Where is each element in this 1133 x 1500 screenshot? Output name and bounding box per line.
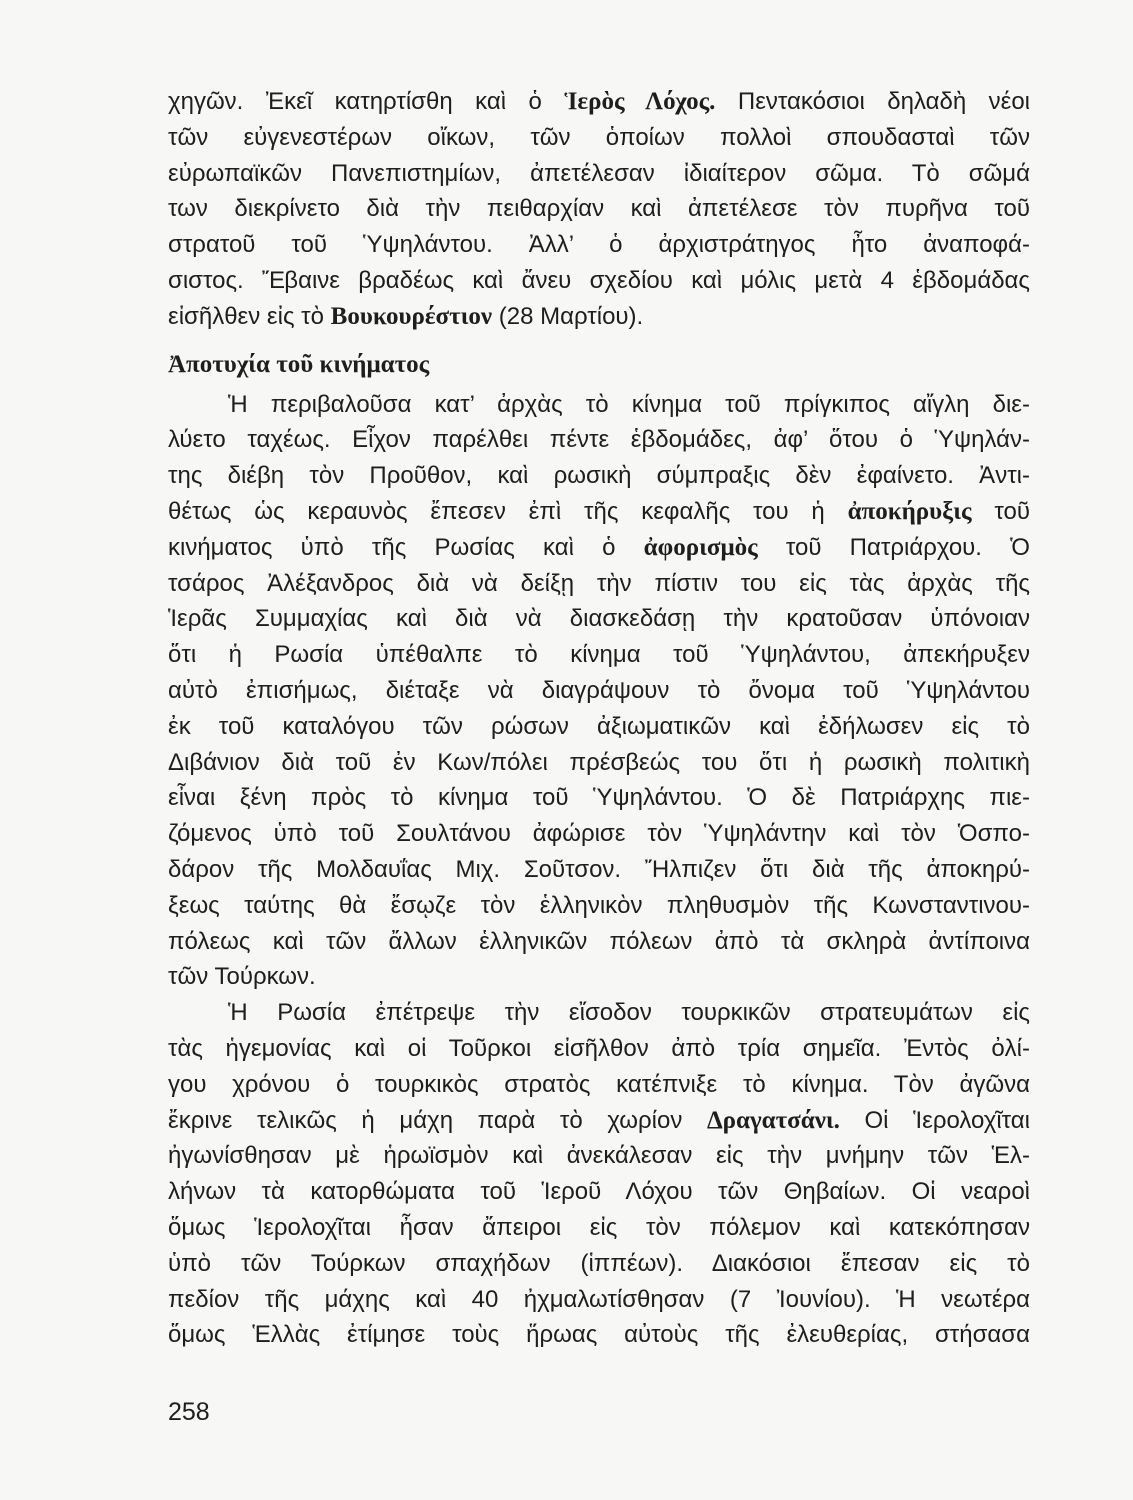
text-line [168, 191, 1030, 227]
text-line [168, 673, 1030, 709]
text-line [168, 494, 1030, 530]
text-line [168, 1138, 1030, 1174]
page-number: 258 [168, 1398, 210, 1426]
text-line [168, 84, 1030, 120]
text-line [168, 995, 1030, 1031]
text-line [168, 1246, 1030, 1282]
text-line [168, 888, 1030, 924]
text-run: θέτως ὡς κεραυνὸς ἔπεσεν ἐπὶ τῆς κεφαλῆς του ἡ [168, 497, 848, 525]
text-run: ὅμως Ἑλλὰς ἐτίμησε τοὺς ἥρωας αὐτοὺς τῆς ἐλευθερίας, στήσασα [168, 1321, 1030, 1349]
text-line [168, 1210, 1030, 1246]
text-line [168, 263, 1030, 299]
text-line [168, 227, 1030, 263]
text-run: σιστος. Ἔβαινε βραδέως καὶ ἄνευ σχεδίου καὶ μόλις μετὰ 4 ἑβδομάδας [168, 266, 1030, 294]
text-line [168, 1317, 1030, 1353]
text-run: Ἡ περιβαλοῦσα κατ’ ἀρχὰς τὸ κίνημα τοῦ πρίγκιπος αἴγλη διε- [228, 390, 1030, 418]
text-line [168, 1174, 1030, 1210]
text-run: ὅμως Ἱερολοχῖται ἦσαν ἄπειροι εἰς τὸν πόλεμον καὶ κατεκόπησαν [168, 1213, 1030, 1241]
text-line [168, 780, 1030, 816]
text-line [168, 1067, 1030, 1103]
text-run: λύετο ταχέως. Εἶχον παρέλθει πέντε ἑβδομάδες, ἀφ’ ὅτου ὁ Ὑψηλάν- [168, 426, 1030, 454]
text-line [168, 530, 1030, 566]
text-run: ξεως ταύτης θὰ ἔσῳζε τὸν ἑλληνικὸν πληθυσμὸν τῆς Κωνσταντινου- [168, 891, 1030, 919]
bold-term: ἀφορισμὸς [643, 533, 758, 561]
bold-term: Βουκουρέστιον [330, 302, 493, 330]
book-page [168, 84, 1030, 1353]
text-run: Οἱ Ἱερολοχῖται [839, 1106, 1030, 1134]
text-run: τὰς ἡγεμονίας καὶ οἱ Τοῦρκοι εἰσῆλθον ἀπὸ τρία σημεῖα. Ἐντὸς ὀλί- [168, 1034, 1030, 1062]
text-line [168, 1031, 1030, 1067]
text-run: εἰσῆλθεν εἰς τὸ [168, 302, 331, 330]
paragraph-3 [168, 995, 1030, 1353]
text-run: εἶναι ξένη πρὸς τὸ κίνημα τοῦ Ὑψηλάντου. Ὁ δὲ Πατριάρχης πιε- [168, 784, 1030, 812]
text-line [168, 745, 1030, 781]
text-run: Πεντακόσιοι δηλαδὴ νέοι [715, 88, 1030, 115]
text-run: τοῦ [971, 497, 1030, 525]
text-line [168, 458, 1030, 494]
text-run: χηγῶν. Ἐκεῖ κατηρτίσθη καὶ ὁ [168, 88, 565, 115]
text-run: της διέβη τὸν Προῦθον, καὶ ρωσικὴ σύμπραξις δὲν ἐφαίνετο. Ἀντι- [168, 462, 1030, 490]
bold-term: Ἱερὸς Λόχος. [564, 88, 716, 115]
text-run: ὅτι ἡ Ρωσία ὑπέθαλπε τὸ κίνημα τοῦ Ὑψηλάντου, ἀπεκήρυξεν [168, 641, 1030, 669]
text-line [168, 387, 1030, 423]
text-run: (28 Μαρτίου). [492, 302, 644, 330]
text-line [168, 637, 1030, 673]
text-run: ἔκρινε τελικῶς ἡ μάχη παρὰ τὸ χωρίον [168, 1106, 707, 1134]
text-line [168, 601, 1030, 637]
text-run: τοῦ Πατριάρχου. Ὁ [757, 533, 1030, 561]
text-run: κινήματος ὑπὸ τῆς Ρωσίας καὶ ὁ [168, 533, 644, 561]
text-run: ζόμενος ὑπὸ τοῦ Σουλτάνου ἀφώρισε τὸν Ὑψηλάντην καὶ τὸν Ὁσπο- [168, 820, 1030, 848]
text-run: στρατοῦ τοῦ Ὑψηλάντου. Ἀλλ’ ὁ ἀρχιστράτηγος ἦτο ἀναποφά- [168, 231, 1030, 259]
bold-term: Δραγατσάνι. [706, 1106, 840, 1134]
text-line [168, 816, 1030, 852]
text-run: αὐτὸ ἐπισήμως, διέταξε νὰ διαγράψουν τὸ ὄνομα τοῦ Ὑψηλάντου [168, 676, 1030, 704]
text-run: τσάρος Ἀλέξανδρος διὰ νὰ δείξῃ τὴν πίστιν του εἰς τὰς ἀρχὰς τῆς [168, 569, 1030, 597]
text-run: ἠγωνίσθησαν μὲ ἡρωϊσμὸν καὶ ἀνεκάλεσαν εἰς τὴν μνήμην τῶν Ἑλ- [168, 1142, 1030, 1170]
bold-term: ἀποκήρυξις [847, 497, 972, 525]
text-run: των διεκρίνετο διὰ τὴν πειθαρχίαν καὶ ἀπετέλεσε τὸν πυρῆνα τοῦ [168, 195, 1030, 223]
text-line [168, 1282, 1030, 1318]
text-run: λήνων τὰ κατορθώματα τοῦ Ἱεροῦ Λόχου τῶν Θηβαίων. Οἱ νεαροὶ [168, 1178, 1030, 1206]
text-run: Ἡ Ρωσία ἐπέτρεψε τὴν εἴσοδον τουρκικῶν στρατευμάτων εἰς [228, 999, 1030, 1027]
text-line [168, 120, 1030, 156]
text-run: τῶν Τούρκων. [168, 963, 316, 991]
text-line [168, 566, 1030, 602]
text-line [168, 156, 1030, 192]
text-run: ὑπὸ τῶν Τούρκων σπαχήδων (ἱππέων). Διακόσιοι ἔπεσαν εἰς τὸ [168, 1249, 1030, 1277]
text-line [168, 924, 1030, 960]
text-run: πεδίον τῆς μάχης καὶ 40 ἠχμαλωτίσθησαν (7 Ἰουνίου). Ἡ νεωτέρα [168, 1285, 1030, 1313]
text-line [168, 422, 1030, 458]
text-run: γου χρόνου ὁ τουρκικὸς στρατὸς κατέπνιξε τὸ κίνημα. Τὸν ἀγῶνα [168, 1070, 1030, 1098]
text-line [168, 299, 1030, 335]
text-run: τῶν εὐγενεστέρων οἴκων, τῶν ὁποίων πολλοὶ σπουδασταὶ τῶν [168, 123, 1030, 151]
section-heading: Ἀποτυχία τοῦ κινήματος [168, 350, 430, 378]
paragraph-2 [168, 387, 1030, 996]
text-line [168, 852, 1030, 888]
text-run: εὐρωπαϊκῶν Πανεπιστημίων, ἀπετέλεσαν ἰδιαίτερον σῶμα. Τὸ σῶμά [168, 159, 1030, 187]
text-run: Διβάνιον διὰ τοῦ ἐν Κων/πόλει πρέσβεώς του ὅτι ἡ ρωσικὴ πολιτικὴ [168, 748, 1030, 776]
text-line [168, 1103, 1030, 1139]
text-run: ἐκ τοῦ καταλόγου τῶν ρώσων ἀξιωματικῶν καὶ ἐδήλωσεν εἰς τὸ [168, 712, 1030, 740]
text-run: δάρον τῆς Μολδαυΐας Μιχ. Σοῦτσον. Ἤλπιζεν ὅτι διὰ τῆς ἀποκηρύ- [168, 855, 1030, 883]
text-run: πόλεως καὶ τῶν ἄλλων ἑλληνικῶν πόλεων ἀπὸ τὰ σκληρὰ ἀντίποινα [168, 927, 1030, 955]
paragraph-1 [168, 84, 1030, 335]
text-line [168, 709, 1030, 745]
text-line [168, 959, 1030, 995]
text-run: Ἱερᾶς Συμμαχίας καὶ διὰ νὰ διασκεδάσῃ τὴν κρατοῦσαν ὑπόνοιαν [168, 605, 1030, 633]
